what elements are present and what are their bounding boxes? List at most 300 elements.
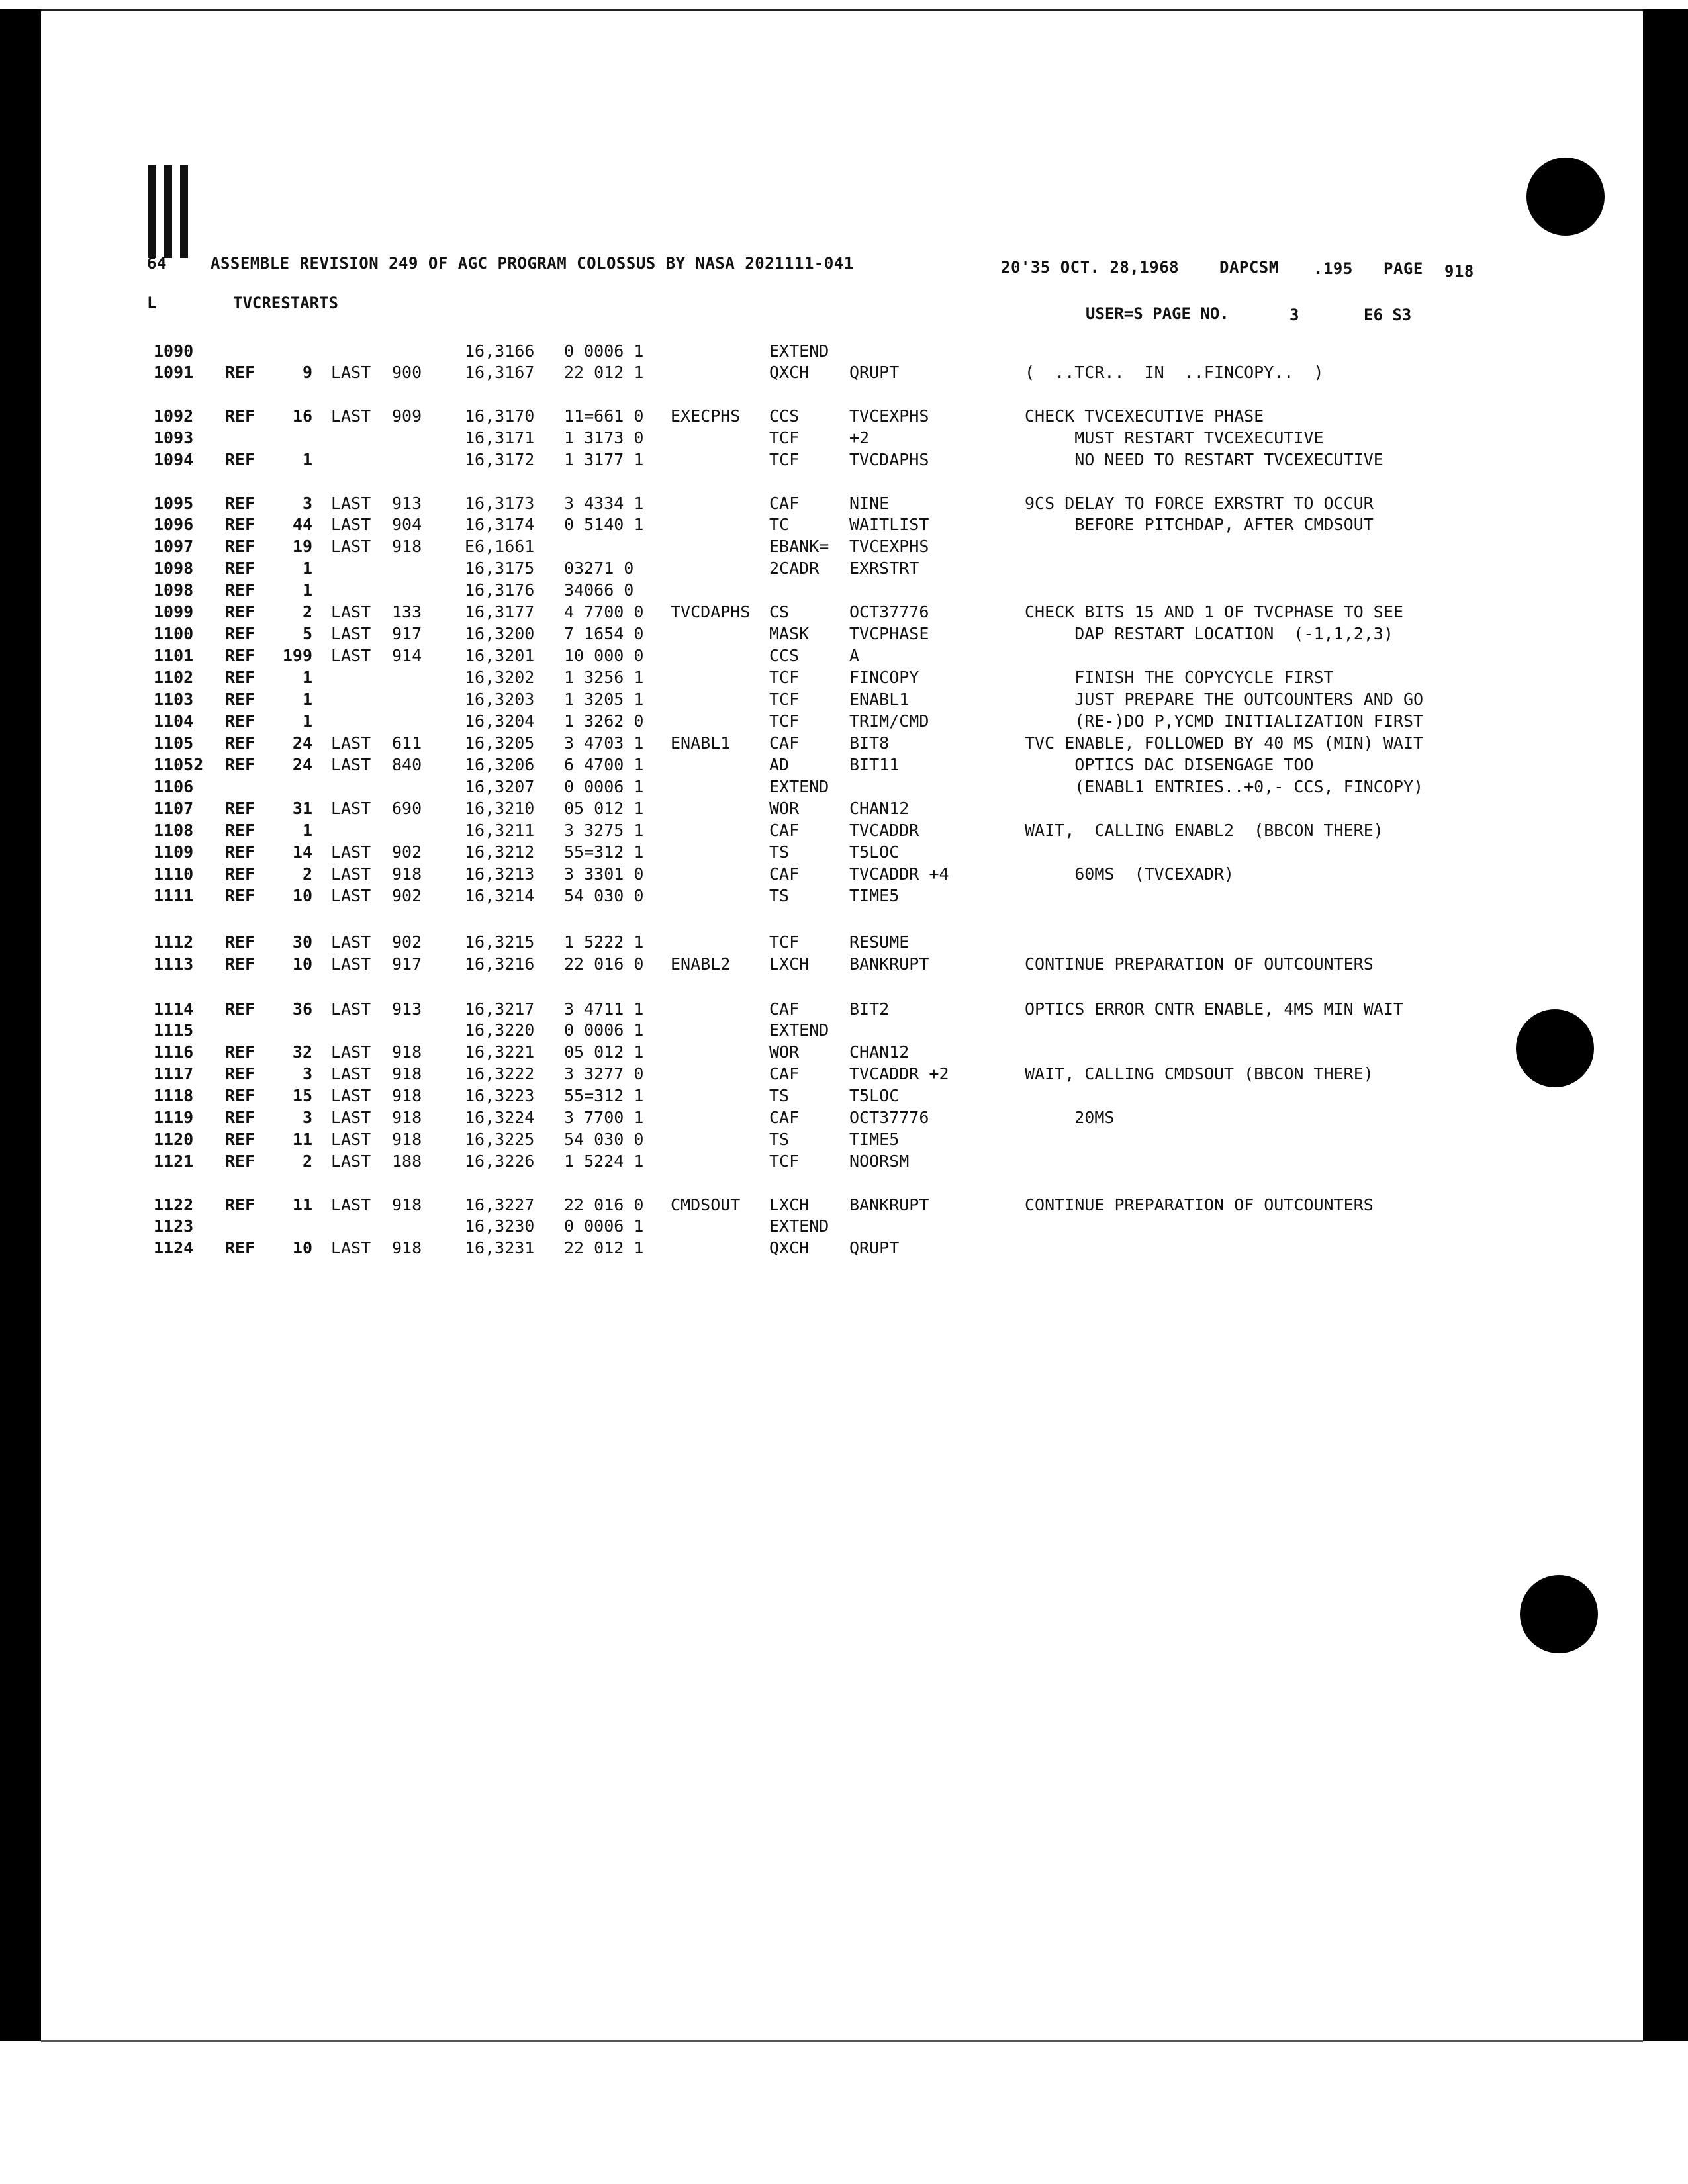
last-flag: LAST xyxy=(331,494,371,513)
line-number: 1124 xyxy=(154,1238,194,1257)
last-flag: LAST xyxy=(331,1238,371,1257)
comment: 60MS (TVCEXADR) xyxy=(1025,864,1235,884)
line-number: 1092 xyxy=(154,406,194,426)
ref-flag: REF xyxy=(225,886,256,905)
machine-code: 3 7700 1 xyxy=(564,1108,644,1127)
opcode: CAF xyxy=(769,733,800,752)
line-number: 1097 xyxy=(154,537,194,556)
last-flag: LAST xyxy=(331,864,371,884)
opcode: CAF xyxy=(769,1064,800,1083)
listing-row xyxy=(0,341,1688,363)
opcode: TS xyxy=(769,1130,790,1149)
header-page-number: 918 xyxy=(1444,262,1474,281)
last-flag: LAST xyxy=(331,799,371,818)
address: 16,3202 xyxy=(465,668,535,687)
operand: EXRSTRT xyxy=(849,559,919,578)
machine-code: 1 3177 1 xyxy=(564,450,644,469)
operand: QRUPT xyxy=(849,1238,900,1257)
listing-row xyxy=(0,559,1688,580)
listing-row xyxy=(0,1042,1688,1064)
ref-count: 10 xyxy=(292,1238,312,1257)
ref-flag: REF xyxy=(225,668,256,687)
opcode: CAF xyxy=(769,821,800,840)
opcode: CAF xyxy=(769,999,800,1019)
opcode: TCF xyxy=(769,690,800,709)
operand: CHAN12 xyxy=(849,1042,910,1062)
header-version: .195 xyxy=(1313,259,1353,278)
last-line: 913 xyxy=(392,999,422,1019)
opcode: CAF xyxy=(769,1108,800,1127)
ref-flag: REF xyxy=(225,821,256,840)
last-line: 133 xyxy=(392,602,422,621)
ref-count: 1 xyxy=(302,450,312,469)
operand: BIT2 xyxy=(849,999,890,1019)
section-name: TVCRESTARTS xyxy=(233,294,338,312)
last-line: 918 xyxy=(392,537,422,556)
ref-count: 3 xyxy=(302,1108,312,1127)
operand: BANKRUPT xyxy=(849,1195,929,1214)
address: 16,3167 xyxy=(465,363,535,382)
listing-row xyxy=(0,777,1688,798)
comment: MUST RESTART TVCEXECUTIVE xyxy=(1025,428,1324,447)
last-line: 690 xyxy=(392,799,422,818)
address: 16,3171 xyxy=(465,428,535,447)
line-number: 1106 xyxy=(154,777,194,796)
listing-row xyxy=(0,711,1688,733)
line-number: 1109 xyxy=(154,842,194,862)
listing-row xyxy=(0,1021,1688,1042)
address: 16,3176 xyxy=(465,580,535,600)
address: 16,3174 xyxy=(465,515,535,534)
operand: T5LOC xyxy=(849,1086,900,1105)
last-flag: LAST xyxy=(331,1042,371,1062)
scan-top-edge xyxy=(0,9,1688,11)
last-line: 902 xyxy=(392,842,422,862)
address: 16,3172 xyxy=(465,450,535,469)
machine-code: 7 1654 0 xyxy=(564,624,644,643)
machine-code: 05 012 1 xyxy=(564,799,644,818)
comment: NO NEED TO RESTART TVCEXECUTIVE xyxy=(1025,450,1383,469)
comment: WAIT, CALLING ENABL2 (BBCON THERE) xyxy=(1025,821,1383,840)
listing-row xyxy=(0,954,1688,976)
listing-row xyxy=(0,580,1688,602)
address: 16,3203 xyxy=(465,690,535,709)
opcode: LXCH xyxy=(769,954,810,974)
machine-code: 1 3256 1 xyxy=(564,668,644,687)
ref-flag: REF xyxy=(225,842,256,862)
address: 16,3230 xyxy=(465,1216,535,1236)
address: 16,3224 xyxy=(465,1108,535,1127)
last-line: 918 xyxy=(392,1238,422,1257)
operand: A xyxy=(849,646,860,665)
ref-flag: REF xyxy=(225,559,256,578)
line-number: 1121 xyxy=(154,1152,194,1171)
ref-flag: REF xyxy=(225,515,256,534)
page-bottom-edge xyxy=(41,2040,1643,2042)
section-letter: L xyxy=(147,294,157,312)
machine-code: 03271 0 xyxy=(564,559,634,578)
machine-code: 0 5140 1 xyxy=(564,515,644,534)
opcode: TS xyxy=(769,842,790,862)
line-number: 1110 xyxy=(154,864,194,884)
comment: CHECK TVCEXECUTIVE PHASE xyxy=(1025,406,1264,426)
line-number: 1090 xyxy=(154,341,194,361)
last-line: 913 xyxy=(392,494,422,513)
operand: RESUME xyxy=(849,933,910,952)
address: 16,3231 xyxy=(465,1238,535,1257)
opcode: TCF xyxy=(769,450,800,469)
line-number: 1117 xyxy=(154,1064,194,1083)
machine-code: 11=661 0 xyxy=(564,406,644,426)
opcode: TCF xyxy=(769,711,800,731)
last-line: 917 xyxy=(392,624,422,643)
address: 16,3225 xyxy=(465,1130,535,1149)
last-line: 611 xyxy=(392,733,422,752)
ref-flag: REF xyxy=(225,1064,256,1083)
comment: (ENABL1 ENTRIES..+0,- CCS, FINCOPY) xyxy=(1025,777,1424,796)
symbol-label: TVCDAPHS xyxy=(671,602,751,621)
opcode: CAF xyxy=(769,864,800,884)
comment: OPTICS ERROR CNTR ENABLE, 4MS MIN WAIT xyxy=(1025,999,1403,1019)
opcode: 2CADR xyxy=(769,559,820,578)
last-line: 904 xyxy=(392,515,422,534)
line-number: 1100 xyxy=(154,624,194,643)
machine-code: 3 4703 1 xyxy=(564,733,644,752)
comment: CONTINUE PREPARATION OF OUTCOUNTERS xyxy=(1025,954,1374,974)
last-flag: LAST xyxy=(331,1195,371,1214)
ref-count: 11 xyxy=(292,1130,312,1149)
last-flag: LAST xyxy=(331,954,371,974)
ref-count: 10 xyxy=(292,954,312,974)
line-number: 1103 xyxy=(154,690,194,709)
operand: BIT8 xyxy=(849,733,890,752)
opcode: TS xyxy=(769,886,790,905)
listing-row xyxy=(0,668,1688,689)
symbol-label: ENABL2 xyxy=(671,954,731,974)
line-number: 1094 xyxy=(154,450,194,469)
operand: OCT37776 xyxy=(849,1108,929,1127)
machine-code: 22 012 1 xyxy=(564,1238,644,1257)
operand: TVCADDR +4 xyxy=(849,864,949,884)
listing-row xyxy=(0,428,1688,449)
last-flag: LAST xyxy=(331,406,371,426)
line-number: 1115 xyxy=(154,1021,194,1040)
last-line: 918 xyxy=(392,1042,422,1062)
last-line: 918 xyxy=(392,864,422,884)
ref-count: 32 xyxy=(292,1042,312,1062)
listing-row xyxy=(0,1216,1688,1238)
line-number: 1096 xyxy=(154,515,194,534)
machine-code: 0 0006 1 xyxy=(564,341,644,361)
operand: T5LOC xyxy=(849,842,900,862)
comment: WAIT, CALLING CMDSOUT (BBCON THERE) xyxy=(1025,1064,1374,1083)
ref-flag: REF xyxy=(225,711,256,731)
operand: CHAN12 xyxy=(849,799,910,818)
punch-hole-top xyxy=(1526,158,1605,236)
opcode: TS xyxy=(769,1086,790,1105)
ref-count: 10 xyxy=(292,886,312,905)
listing-row xyxy=(0,690,1688,711)
comment: 9CS DELAY TO FORCE EXRSTRT TO OCCUR xyxy=(1025,494,1374,513)
machine-code: 0 0006 1 xyxy=(564,1216,644,1236)
listing-row xyxy=(0,1238,1688,1259)
line-number: 1120 xyxy=(154,1130,194,1149)
ref-flag: REF xyxy=(225,406,256,426)
last-flag: LAST xyxy=(331,1108,371,1127)
comment: DAP RESTART LOCATION (-1,1,2,3) xyxy=(1025,624,1393,643)
last-flag: LAST xyxy=(331,842,371,862)
ref-count: 30 xyxy=(292,933,312,952)
line-number: 1119 xyxy=(154,1108,194,1127)
line-number: 1111 xyxy=(154,886,194,905)
line-number: 1107 xyxy=(154,799,194,818)
ref-flag: REF xyxy=(225,1086,256,1105)
opcode: WOR xyxy=(769,1042,800,1062)
last-flag: LAST xyxy=(331,755,371,774)
address: 16,3212 xyxy=(465,842,535,862)
operand: TRIM/CMD xyxy=(849,711,929,731)
line-number: 1113 xyxy=(154,954,194,974)
listing-row xyxy=(0,494,1688,515)
operand: TVCADDR +2 xyxy=(849,1064,949,1083)
line-number: 1098 xyxy=(154,559,194,578)
symbol-label: ENABL1 xyxy=(671,733,731,752)
last-line: 917 xyxy=(392,954,422,974)
last-line: 902 xyxy=(392,933,422,952)
last-flag: LAST xyxy=(331,733,371,752)
opcode: CAF xyxy=(769,494,800,513)
opcode: TCF xyxy=(769,933,800,952)
opcode: MASK xyxy=(769,624,810,643)
line-number: 1091 xyxy=(154,363,194,382)
machine-code: 54 030 0 xyxy=(564,1130,644,1149)
last-flag: LAST xyxy=(331,886,371,905)
last-line: 918 xyxy=(392,1195,422,1214)
operand: TIME5 xyxy=(849,1130,900,1149)
line-number: 1095 xyxy=(154,494,194,513)
comment: (RE-)DO P,YCMD INITIALIZATION FIRST xyxy=(1025,711,1424,731)
opcode: TC xyxy=(769,515,790,534)
machine-code: 1 3262 0 xyxy=(564,711,644,731)
operand: BANKRUPT xyxy=(849,954,929,974)
opcode: QXCH xyxy=(769,363,810,382)
last-line: 902 xyxy=(392,886,422,905)
machine-code: 4 7700 0 xyxy=(564,602,644,621)
ref-flag: REF xyxy=(225,755,256,774)
opcode: QXCH xyxy=(769,1238,810,1257)
operand: TVCEXPHS xyxy=(849,406,929,426)
address: 16,3173 xyxy=(465,494,535,513)
operand: BIT11 xyxy=(849,755,900,774)
address: 16,3213 xyxy=(465,864,535,884)
last-line: 909 xyxy=(392,406,422,426)
last-flag: LAST xyxy=(331,933,371,952)
last-line: 188 xyxy=(392,1152,422,1171)
opcode: WOR xyxy=(769,799,800,818)
ref-count: 3 xyxy=(302,1064,312,1083)
user-page-number: 3 xyxy=(1289,306,1299,324)
listing-row xyxy=(0,602,1688,623)
listing-row xyxy=(0,842,1688,864)
machine-code: 1 5224 1 xyxy=(564,1152,644,1171)
opcode: EXTEND xyxy=(769,777,829,796)
machine-code: 22 016 0 xyxy=(564,1195,644,1214)
operand: TIME5 xyxy=(849,886,900,905)
opcode: CS xyxy=(769,602,790,621)
ref-flag: REF xyxy=(225,602,256,621)
address: 16,3207 xyxy=(465,777,535,796)
ref-count: 9 xyxy=(302,363,312,382)
machine-code: 1 3205 1 xyxy=(564,690,644,709)
listing-row xyxy=(0,1064,1688,1085)
listing-row xyxy=(0,363,1688,384)
machine-code: 54 030 0 xyxy=(564,886,644,905)
line-number: 1123 xyxy=(154,1216,194,1236)
last-line: 914 xyxy=(392,646,422,665)
machine-code: 22 016 0 xyxy=(564,954,644,974)
listing-row xyxy=(0,864,1688,886)
ref-count: 2 xyxy=(302,864,312,884)
listing-row xyxy=(0,624,1688,645)
listing-row xyxy=(0,1195,1688,1216)
operand: TVCADDR xyxy=(849,821,919,840)
last-flag: LAST xyxy=(331,624,371,643)
symbol-label: CMDSOUT xyxy=(671,1195,741,1214)
address: 16,3200 xyxy=(465,624,535,643)
ref-flag: REF xyxy=(225,864,256,884)
comment: JUST PREPARE THE OUTCOUNTERS AND GO xyxy=(1025,690,1424,709)
address: 16,3205 xyxy=(465,733,535,752)
ref-flag: REF xyxy=(225,1238,256,1257)
ref-count: 36 xyxy=(292,999,312,1019)
line-number: 1102 xyxy=(154,668,194,687)
line-number: 1093 xyxy=(154,428,194,447)
machine-code: 3 3277 0 xyxy=(564,1064,644,1083)
ref-flag: REF xyxy=(225,690,256,709)
operand: NINE xyxy=(849,494,890,513)
last-line: 918 xyxy=(392,1064,422,1083)
line-number: 1108 xyxy=(154,821,194,840)
ref-count: 2 xyxy=(302,602,312,621)
listing-row xyxy=(0,933,1688,954)
last-flag: LAST xyxy=(331,602,371,621)
ref-flag: REF xyxy=(225,1042,256,1062)
listing-row xyxy=(0,1108,1688,1129)
comment: 20MS xyxy=(1025,1108,1115,1127)
line-number: 1105 xyxy=(154,733,194,752)
machine-code: 55=312 1 xyxy=(564,1086,644,1105)
punch-hole-bottom xyxy=(1520,1575,1598,1653)
header-mark: 64 xyxy=(147,254,167,273)
listing-row xyxy=(0,450,1688,471)
ref-flag: REF xyxy=(225,580,256,600)
header-date: 20'35 OCT. 28,1968 xyxy=(1001,258,1180,277)
address: 16,3223 xyxy=(465,1086,535,1105)
machine-code: 6 4700 1 xyxy=(564,755,644,774)
comment: BEFORE PITCHDAP, AFTER CMDSOUT xyxy=(1025,515,1374,534)
listing-row xyxy=(0,646,1688,667)
listing-row xyxy=(0,821,1688,842)
last-line: 840 xyxy=(392,755,422,774)
opcode: TCF xyxy=(769,1152,800,1171)
address: 16,3221 xyxy=(465,1042,535,1062)
operand: ENABL1 xyxy=(849,690,910,709)
comment: CHECK BITS 15 AND 1 OF TVCPHASE TO SEE xyxy=(1025,602,1403,621)
machine-code: 05 012 1 xyxy=(564,1042,644,1062)
ref-count: 1 xyxy=(302,559,312,578)
last-flag: LAST xyxy=(331,537,371,556)
ref-count: 1 xyxy=(302,711,312,731)
operand: FINCOPY xyxy=(849,668,919,687)
address: 16,3166 xyxy=(465,341,535,361)
ref-count: 3 xyxy=(302,494,312,513)
address: 16,3227 xyxy=(465,1195,535,1214)
listing-row xyxy=(0,1152,1688,1173)
last-flag: LAST xyxy=(331,1130,371,1149)
last-flag: LAST xyxy=(331,1064,371,1083)
bank-info: E6 S3 xyxy=(1364,306,1412,324)
last-line: 918 xyxy=(392,1086,422,1105)
ref-flag: REF xyxy=(225,999,256,1019)
ref-flag: REF xyxy=(225,494,256,513)
ref-flag: REF xyxy=(225,363,256,382)
operand: QRUPT xyxy=(849,363,900,382)
last-flag: LAST xyxy=(331,1086,371,1105)
comment: OPTICS DAC DISENGAGE TOO xyxy=(1025,755,1314,774)
printout-bar-mark xyxy=(146,165,192,258)
machine-code: 1 3173 0 xyxy=(564,428,644,447)
opcode: EBANK= xyxy=(769,537,829,556)
opcode: EXTEND xyxy=(769,341,829,361)
line-number: 1098 xyxy=(154,580,194,600)
listing-row xyxy=(0,999,1688,1021)
machine-code: 3 4711 1 xyxy=(564,999,644,1019)
last-line: 900 xyxy=(392,363,422,382)
ref-count: 16 xyxy=(292,406,312,426)
comment: TVC ENABLE, FOLLOWED BY 40 MS (MIN) WAIT xyxy=(1025,733,1424,752)
ref-count: 11 xyxy=(292,1195,312,1214)
last-flag: LAST xyxy=(331,363,371,382)
ref-flag: REF xyxy=(225,1108,256,1127)
header-module: DAPCSM xyxy=(1219,258,1279,277)
ref-count: 199 xyxy=(282,646,312,665)
address: 16,3175 xyxy=(465,559,535,578)
listing-row xyxy=(0,733,1688,754)
ref-flag: REF xyxy=(225,624,256,643)
ref-count: 14 xyxy=(292,842,312,862)
user-page-label: USER=S PAGE NO. xyxy=(1086,304,1229,323)
opcode: TCF xyxy=(769,668,800,687)
operand: TVCDAPHS xyxy=(849,450,929,469)
address: 16,3204 xyxy=(465,711,535,731)
listing-row xyxy=(0,515,1688,536)
opcode: AD xyxy=(769,755,790,774)
opcode: TCF xyxy=(769,428,800,447)
address: 16,3214 xyxy=(465,886,535,905)
listing-row xyxy=(0,406,1688,428)
address: 16,3177 xyxy=(465,602,535,621)
line-number: 11052 xyxy=(154,755,204,774)
machine-code: 0 0006 1 xyxy=(564,1021,644,1040)
comment: CONTINUE PREPARATION OF OUTCOUNTERS xyxy=(1025,1195,1374,1214)
ref-count: 1 xyxy=(302,668,312,687)
ref-flag: REF xyxy=(225,799,256,818)
opcode: CCS xyxy=(769,406,800,426)
operand: NOORSM xyxy=(849,1152,910,1171)
comment: ( ..TCR.. IN ..FINCOPY.. ) xyxy=(1025,363,1324,382)
address: 16,3215 xyxy=(465,933,535,952)
line-number: 1104 xyxy=(154,711,194,731)
